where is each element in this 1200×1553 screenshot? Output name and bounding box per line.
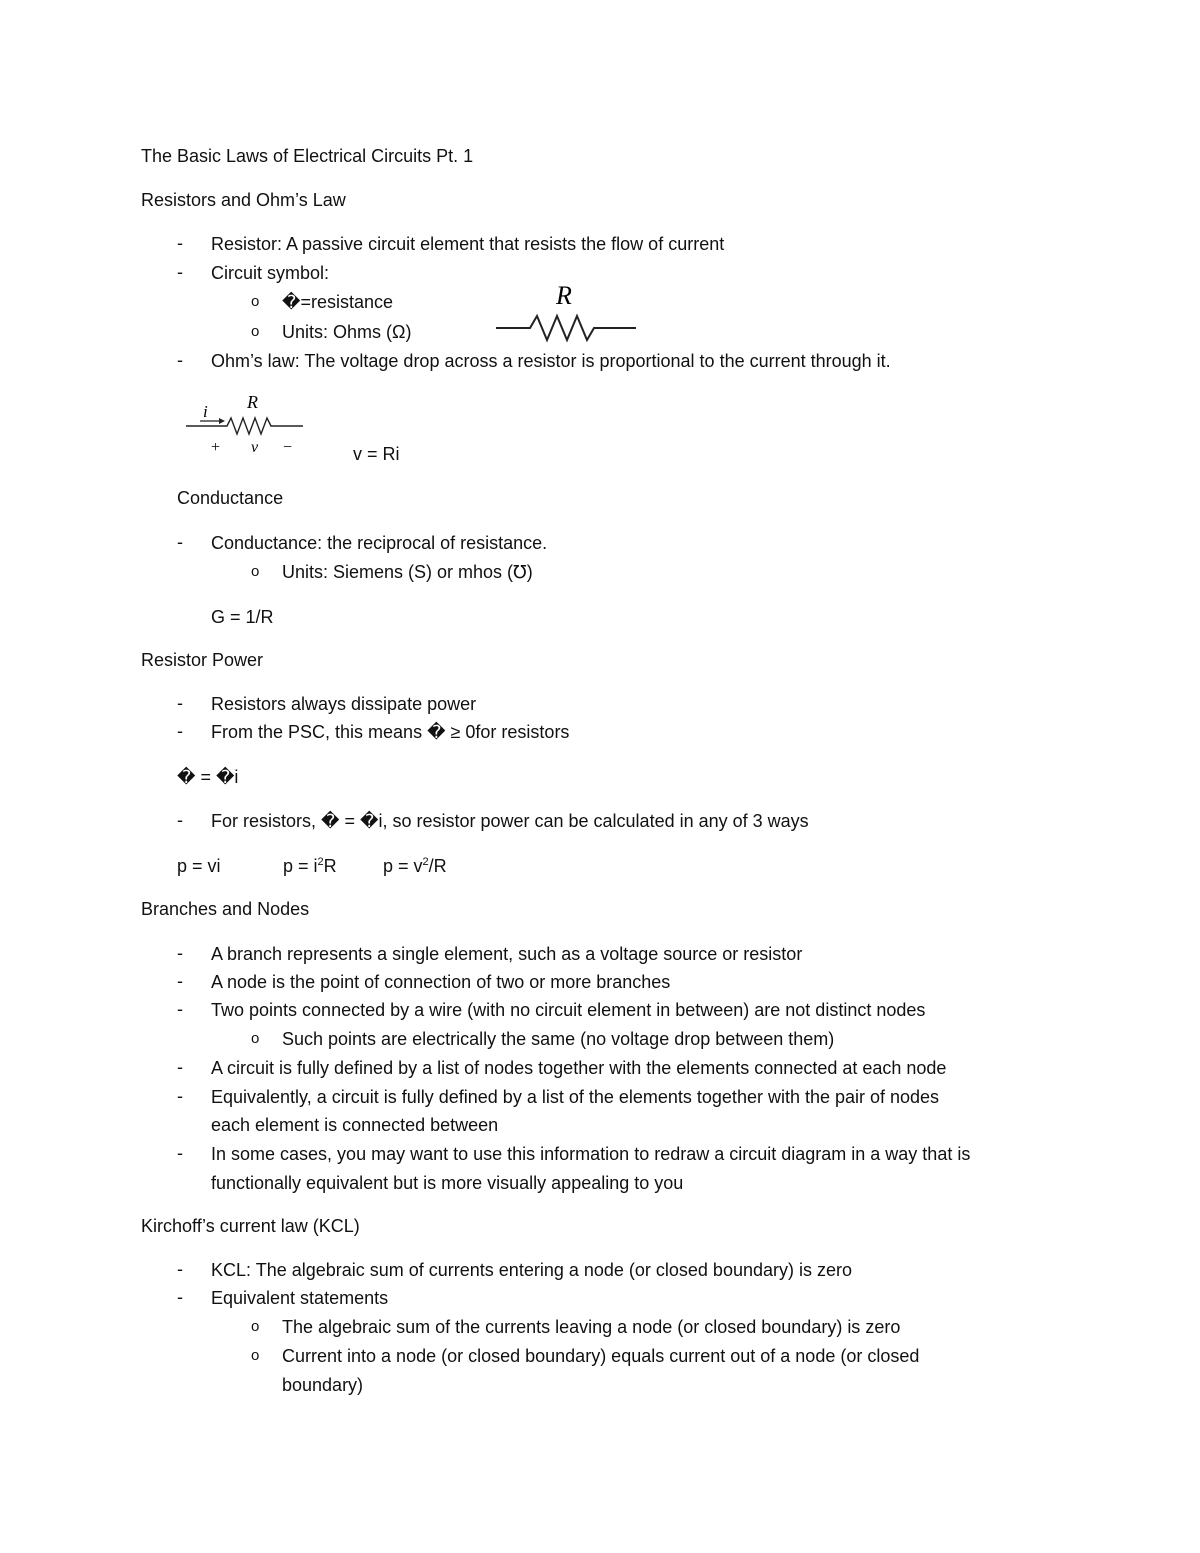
- list-dash: -: [177, 233, 183, 253]
- list-bullet: o: [251, 293, 260, 310]
- list-item: Equivalent statements: [211, 1288, 389, 1308]
- sub-list-item: Units: Ohms (Ω): [282, 322, 412, 342]
- section-heading-resistor-power: Resistor Power: [141, 650, 264, 670]
- list-item: KCL: The algebraic sum of currents entering a node (or closed boundary) is zero: [211, 1260, 853, 1280]
- list-dash: -: [177, 971, 183, 991]
- list-item: A branch represents a single element, such as a voltage source or resistor: [211, 944, 803, 964]
- section-heading-resistors: Resistors and Ohm’s Law: [141, 190, 346, 210]
- plus-sign: +: [211, 439, 221, 456]
- list-dash: -: [177, 262, 183, 282]
- list-item: Ohm’s law: The voltage drop across a resistor is proportional to the current through it.: [211, 351, 891, 371]
- power-formula-i2r: $p = i^2R$: [283, 856, 337, 876]
- voltage-label: v: [251, 439, 259, 456]
- resistor-label: R: [247, 392, 258, 412]
- document-title: The Basic Laws of Electrical Circuits Pt. 1: [141, 146, 474, 166]
- section-heading-branches-nodes: Branches and Nodes: [141, 899, 310, 919]
- list-dash: -: [177, 1259, 183, 1279]
- sub-list-item: Current into a node (or closed boundary) equals current out of a node (or closed: [282, 1346, 920, 1366]
- arrow-head-icon: [219, 418, 225, 424]
- list-dash: -: [177, 1287, 183, 1307]
- ohms-law-formula: v = Ri: [353, 444, 400, 464]
- list-item: Two points connected by a wire (with no circuit element in between) are not distinct nodes: [211, 1000, 926, 1020]
- ohms-law-figure: [183, 388, 313, 463]
- list-bullet: o: [251, 1030, 260, 1047]
- list-dash: -: [177, 1057, 183, 1077]
- section-heading-kcl: Kirchoff’s current law (KCL): [141, 1216, 360, 1236]
- list-bullet: o: [251, 563, 260, 580]
- list-dash: -: [177, 943, 183, 963]
- list-bullet: o: [251, 1347, 260, 1364]
- sub-list-item: Units: Siemens (S) or mhos (℧): [282, 562, 533, 582]
- list-dash: -: [177, 1143, 183, 1163]
- sub-list-item: Such points are electrically the same (no voltage drop between them): [282, 1029, 835, 1049]
- list-item: A circuit is fully defined by a list of nodes together with the elements connected at each node: [211, 1058, 947, 1078]
- sub-list-item-continuation: boundary): [282, 1375, 364, 1395]
- list-item-continuation: functionally equivalent but is more visually appealing to you: [211, 1173, 684, 1193]
- list-item-continuation: each element is connected between: [211, 1115, 499, 1135]
- conductance-formula: G = 1/R: [211, 607, 274, 627]
- list-dash: -: [177, 1086, 183, 1106]
- list-item: Resistor: A passive circuit element that resists the flow of current: [211, 234, 725, 254]
- sub-list-item: �=resistance: [282, 292, 394, 312]
- list-item: Circuit symbol:: [211, 263, 330, 283]
- resistor-symbol-figure: [490, 278, 650, 348]
- list-item: Resistors always dissipate power: [211, 694, 477, 714]
- list-bullet: o: [251, 1318, 260, 1335]
- list-item: Conductance: the reciprocal of resistance.: [211, 533, 548, 553]
- sub-list-item: The algebraic sum of the currents leaving a node (or closed boundary) is zero: [282, 1317, 901, 1337]
- list-dash: -: [177, 721, 183, 741]
- list-dash: -: [177, 532, 183, 552]
- minus-sign: −: [283, 439, 293, 456]
- list-bullet: o: [251, 323, 260, 340]
- list-item: In some cases, you may want to use this information to redraw a circuit diagram in a way that is: [211, 1144, 971, 1164]
- list-item: From the PSC, this means � ≥ 0for resistors: [211, 722, 570, 742]
- list-dash: -: [177, 999, 183, 1019]
- power-equation: � = �i: [177, 767, 239, 787]
- power-formula-v2r: $p = v^2/R$: [383, 856, 447, 876]
- list-item: For resistors, � = �i, so resistor power can be calculated in any of 3 ways: [211, 811, 809, 831]
- list-item: Equivalently, a circuit is fully defined by a list of the elements together with the pair of nodes: [211, 1087, 940, 1107]
- list-dash: -: [177, 810, 183, 830]
- resistor-zigzag: [496, 316, 636, 340]
- list-dash: -: [177, 350, 183, 370]
- list-item: A node is the point of connection of two or more branches: [211, 972, 671, 992]
- current-label: i: [203, 402, 208, 421]
- section-heading-conductance: Conductance: [177, 488, 284, 508]
- list-dash: -: [177, 693, 183, 713]
- resistor-label: R: [556, 281, 572, 310]
- power-formula-vi: p = vi: [177, 856, 221, 876]
